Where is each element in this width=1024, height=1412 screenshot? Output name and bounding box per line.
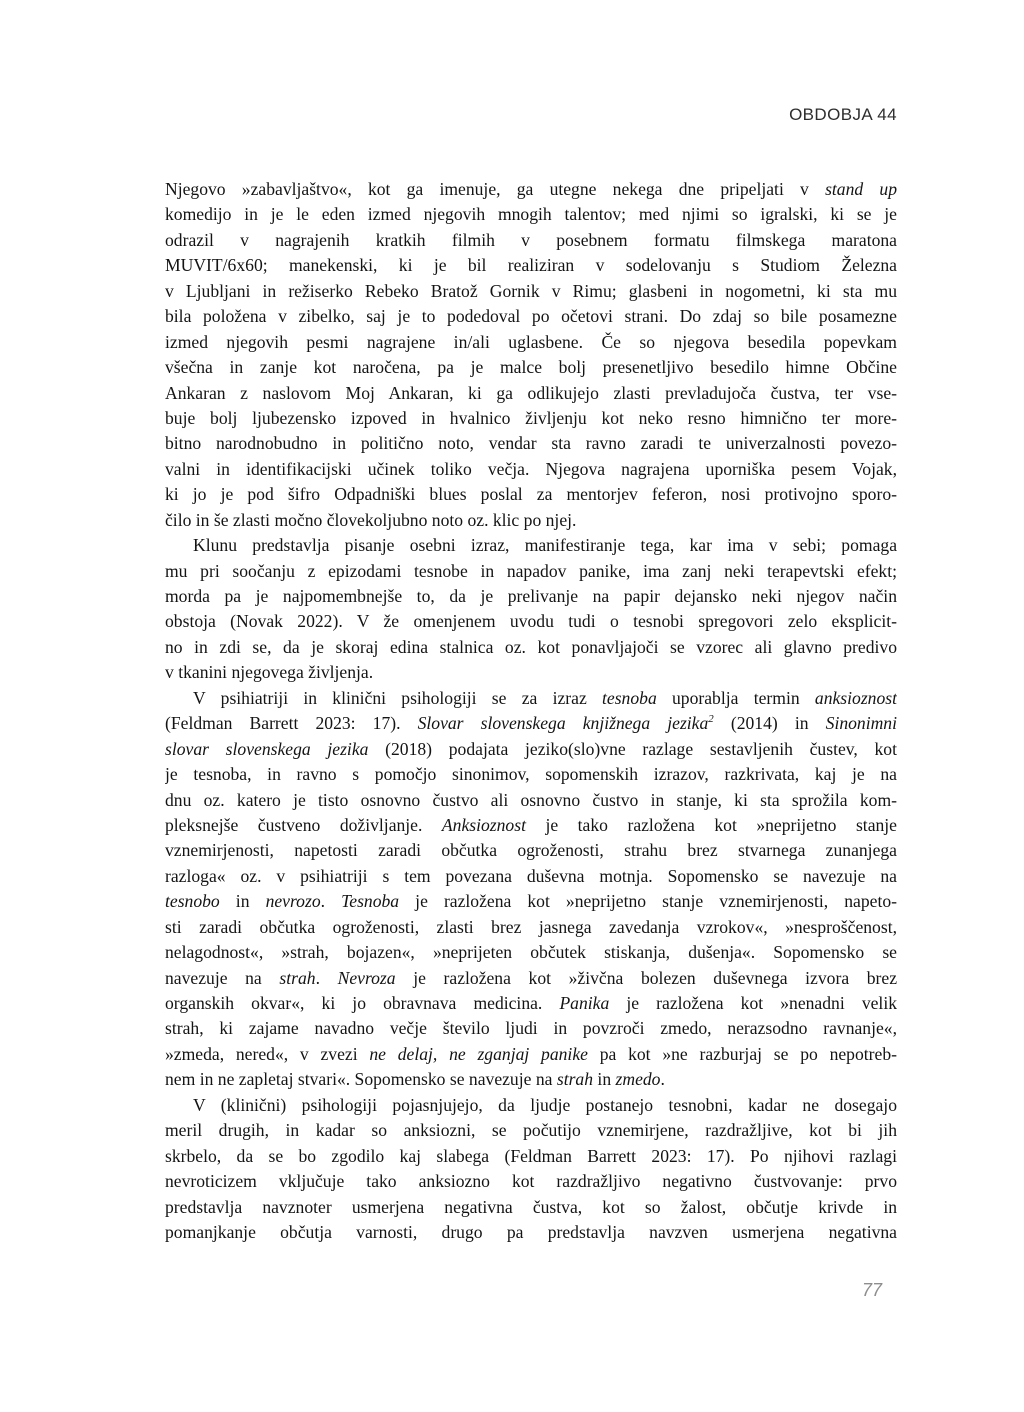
text-run: Panika — [559, 993, 610, 1013]
text-line — [165, 406, 897, 431]
text-run: organskih okvar«, ki jo obravnava medicina. — [165, 993, 560, 1013]
text-line — [165, 253, 897, 278]
text-line — [165, 711, 897, 736]
text-run: V (klinični) psihologiji pojasnjujejo, da ljudje postanejo tesnobni, kadar ne dosegajo — [193, 1094, 897, 1115]
text-run: Slovar slovenskega knjižnega jezika — [417, 713, 709, 734]
text-line — [165, 381, 897, 406]
text-run: Sinonimni — [825, 713, 897, 734]
text-run: (2014) in — [713, 713, 826, 734]
text-run: je razložena kot »nenadni velik — [609, 993, 897, 1013]
text-line — [165, 1067, 897, 1092]
text-line — [165, 889, 897, 914]
text-run: zmedo — [615, 1069, 661, 1090]
text-run: mu pri soočanju z epizodami tesnobe in napadov panike, ima zanj neki terapevtski efekt; — [165, 560, 897, 581]
paragraph — [165, 533, 897, 686]
text-run: vznemirjenosti, napetosti zaradi občutka ogroženosti, strahu brez stvarnega zunanjega — [165, 840, 897, 861]
text-run: ki jo je pod šifro Odpadniški blues poslal za mentorjev feferon, nosi protivojno sporo- — [165, 484, 897, 505]
text-run: uporablja termin — [656, 687, 815, 708]
text-run: morda pa je najpomembnejše to, da je prelivanje na papir dejansko neki njegov način — [165, 586, 897, 606]
text-run: je tesnoba, in ravno s pomočjo sinonimov, sopomenskih izrazov, razkrivata, kaj je na — [165, 764, 897, 785]
text-run: Nevroza — [337, 967, 396, 988]
text-line — [165, 838, 897, 863]
text-run: nevrozo — [265, 891, 321, 912]
text-run: Klunu predstavlja pisanje osebni izraz, manifestiranje tega, kar ima v sebi; pomaga — [193, 535, 897, 556]
text-line — [165, 940, 897, 965]
text-run: v Ljubljani in režiserko Rebeko Bratož Gornik v Rimu; glasbeni in nogometni, ki sta mu — [165, 280, 897, 301]
text-line — [165, 202, 897, 227]
text-run: meril drugih, in kadar so anksiozni, se počutijo vznemirjene, razdražljive, kot bi jih — [165, 1120, 897, 1141]
text-line — [165, 1169, 897, 1194]
journal-header: OBDOBJA 44 — [789, 105, 897, 124]
text-line — [165, 1093, 897, 1118]
text-run: navezuje na — [165, 967, 280, 988]
text-run: sti zaradi občutka ogroženosti, zlasti brez jasnega zavedanja vzrokov«, »nesproščenost, — [165, 916, 897, 937]
text-line — [165, 482, 897, 507]
text-line — [165, 1016, 897, 1041]
text-line — [165, 915, 897, 940]
text-line — [165, 304, 897, 329]
paragraph — [165, 177, 897, 533]
text-line — [165, 508, 897, 533]
text-run: strah — [279, 967, 316, 988]
text-line — [165, 177, 897, 202]
text-run: v tkanini njegovega življenja. — [165, 662, 374, 683]
text-line — [165, 1042, 897, 1067]
text-run: nelagodnost«, »strah, bojazen«, »neprijeten občutek stiskanja, dušenja«. Sopomensko se — [165, 942, 897, 963]
text-run: Anksioznost — [441, 814, 526, 835]
text-run: MUVIT/6x60; manekenski, ki je bil realiziran v sodelovanju s Studiom Železna — [165, 255, 897, 276]
text-line — [165, 330, 897, 355]
article-body — [165, 177, 897, 1245]
text-run: Tesnoba — [341, 891, 400, 912]
text-line — [165, 355, 897, 380]
text-run: pa kot »ne razburjaj se po nepotreb- — [587, 1043, 897, 1064]
page-number: 77 — [861, 1280, 882, 1300]
text-run: obstoja (Novak 2022). V že omenjenem uvodu tudi o tesnobi spregovori zelo eksplicit- — [165, 611, 897, 632]
text-run: všečna in zanje kot naročena, pa je malce bolj presenetljivo besedilo himne Občine — [165, 357, 897, 378]
text-run: pleksnejše čustveno doživljanje. — [165, 814, 442, 835]
text-run: (Feldman Barrett 2023: 17). — [165, 713, 418, 734]
paragraph — [165, 1093, 897, 1246]
text-run: . — [320, 891, 342, 912]
text-line — [165, 762, 897, 787]
text-run: in — [593, 1069, 616, 1090]
text-run: slovar slovenskega jezika — [165, 738, 369, 759]
text-run: Njegovo »zabavljaštvo«, kot ga imenuje, ga utegne nekega dne pripeljati v — [165, 179, 826, 199]
text-run: komedijo in je le eden izmed njegovih mnogih talentov; med njimi so igralski, ki se je — [165, 204, 897, 225]
text-line — [165, 864, 897, 889]
text-run: Ankaran z naslovom Moj Ankaran, ki ga odlikujejo zlasti prevladujoča čustva, ter vse- — [165, 382, 897, 403]
text-line — [165, 533, 897, 558]
text-line — [165, 457, 897, 482]
text-run: . — [660, 1069, 665, 1090]
text-line — [165, 813, 897, 838]
text-run: stand up — [825, 179, 897, 199]
text-run: dnu oz. katero je tisto osnovno čustvo ali osnovno čustvo in stanje, ki sta sprožila kom- — [165, 789, 897, 810]
text-run: anksioznost — [814, 687, 897, 708]
text-run: strah — [556, 1069, 594, 1090]
text-line — [165, 431, 897, 456]
text-line — [165, 660, 897, 685]
text-run: je razložena kot »živčna bolezen duševnega izvora brez — [395, 967, 897, 988]
text-run: tesnoba — [602, 687, 657, 708]
text-run: skrbelo, da se bo zgodilo kaj slabega (Feldman Barrett 2023: 17). Po njihovi razlagi — [165, 1145, 897, 1166]
text-run: predstavlja navznoter usmerjena negativna čustva, kot so žalost, občutje krivde in — [165, 1196, 897, 1217]
text-line — [165, 559, 897, 584]
text-run: tesnobo — [165, 891, 220, 912]
text-run: nevroticizem vključuje tako anksiozno kot razdražljivo negativno čustvovanje: prvo — [165, 1171, 897, 1192]
text-line — [165, 737, 897, 762]
text-run: V psihiatriji in klinični psihologiji se za izraz — [193, 687, 603, 708]
text-line — [165, 584, 897, 609]
paragraph — [165, 686, 897, 1093]
text-line — [165, 609, 897, 634]
text-line — [165, 1195, 897, 1220]
text-line — [165, 1118, 897, 1143]
text-run: bila položena v zibelko, saj je to podedoval po očetovi strani. Do zdaj so bile posamezne — [165, 306, 897, 327]
text-run: no in zdi se, da je skoraj edina stalnica oz. kot ponavljajoči se vzorec ali glavno predivo — [165, 636, 897, 657]
text-run: (2018) podajata jeziko(slo)vne razlage sestavljenih čustev, kot — [368, 738, 897, 759]
text-line — [165, 635, 897, 660]
text-run: 2 — [708, 713, 714, 726]
text-run: ne delaj, ne zganjaj panike — [369, 1043, 588, 1064]
text-run: odrazil v nagrajenih kratkih filmih v posebnem formatu filmskega maratona — [165, 229, 897, 250]
text-run: izmed njegovih pesmi nagrajene in/ali uglasbene. Če so njegova besedila popevkam — [165, 331, 897, 352]
text-run: bitno narodnobudno in politično noto, vendar sta ravno zaradi te univerzalnosti povezo- — [165, 433, 897, 454]
text-line — [165, 279, 897, 304]
text-line — [165, 228, 897, 253]
text-line — [165, 966, 897, 991]
text-run: in — [219, 891, 266, 912]
text-run: »zmeda, nered«, v zvezi — [165, 1043, 370, 1064]
text-run: je razložena kot »neprijetno stanje vznemirjenosti, napeto- — [399, 891, 897, 912]
text-line — [165, 1144, 897, 1169]
text-run: buje bolj ljubezensko izpoved in hvalnico življenju kot neko resno himnično ter more- — [165, 407, 897, 428]
text-run: nem in ne zapletaj stvari«. Sopomensko se navezuje na — [165, 1069, 557, 1090]
text-run: je tako razložena kot »neprijetno stanje — [525, 814, 897, 835]
text-run: strah, ki zajame navadno večje število ljudi in povzroči zmedo, nerazsodno ravnanje«, — [165, 1018, 897, 1039]
text-run: čilo in še zlasti močno človekoljubno noto oz. klic po njej. — [165, 509, 577, 530]
text-run: . — [315, 967, 338, 988]
text-run: razloga« oz. v psihiatriji s tem povezana duševna motnja. Sopomensko se navezuje na — [165, 865, 897, 886]
text-run: pomanjkanje občutja varnosti, drugo pa predstavlja navzven usmerjena negativna — [165, 1221, 897, 1242]
text-run: valni in identifikacijski učinek toliko večja. Njegova nagrajena uporniška pesem Vojak, — [165, 458, 897, 479]
text-line — [165, 686, 897, 711]
text-line — [165, 788, 897, 813]
text-line — [165, 1220, 897, 1245]
text-line — [165, 991, 897, 1016]
